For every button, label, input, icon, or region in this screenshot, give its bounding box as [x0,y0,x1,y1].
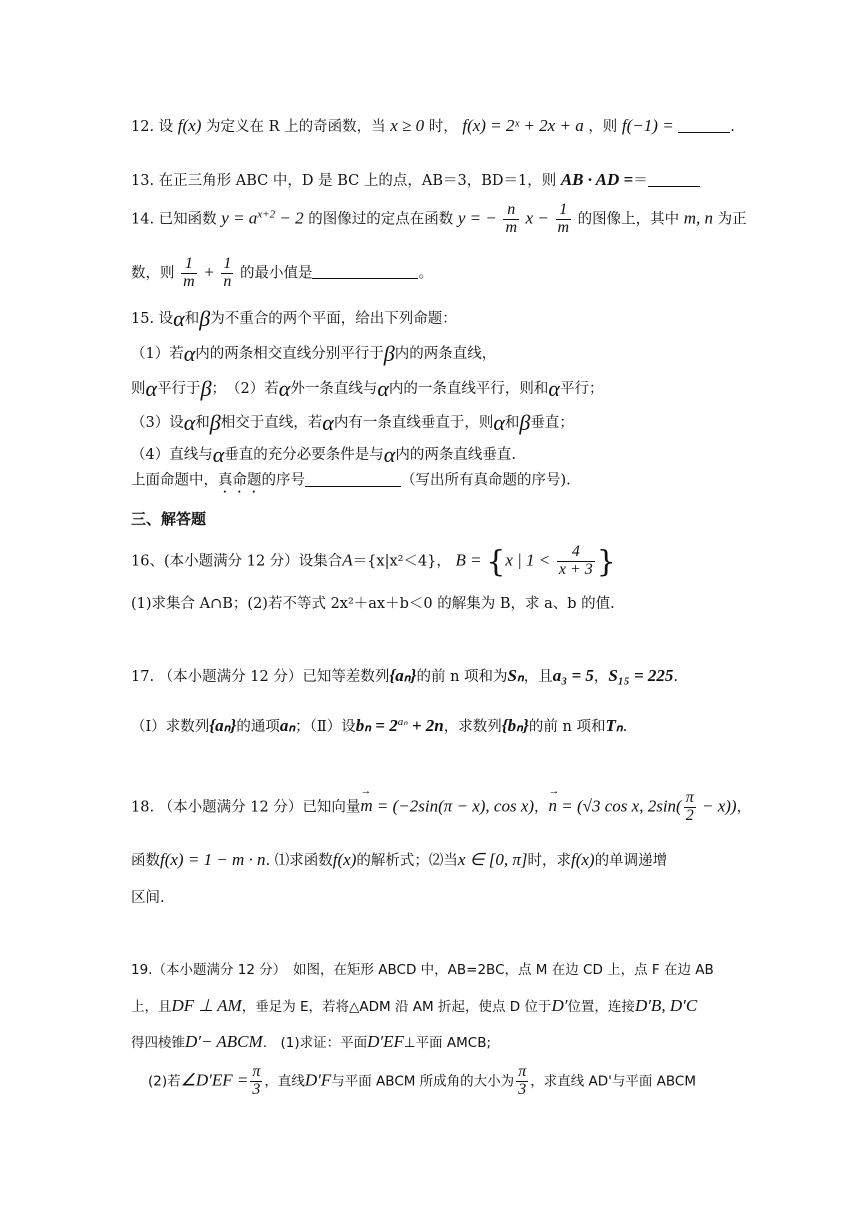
answer-blank[interactable] [312,264,418,280]
question-14-line-2: 数，则 $\frac{1}{m}$ + $\frac{1}{n}$ 的最小值是 。 [131,255,433,290]
answer-blank[interactable] [678,118,730,134]
question-19-line-4: (2)若∠D′EF = $\frac{\pi}{3}$ ，直线D′F与平面 ABCM 所成角的大小为 $\frac{\pi}{3}$ ，求直线 AD'与平面 ABCM [148,1063,696,1098]
question-15-line-6: 上面命题中，真命题的序号 （写出所有真命题的序号). [131,472,571,489]
question-15-line-1: 15. 设α和β为不重合的两个平面，给出下列命题： [131,306,457,331]
question-18-line-1: 18. （本小题满分 12 分）已知向量→ m = (−2sin(π − x), cos x)，→ n = (√3 cos x, 2sin( $\frac{\pi}{2}$ − x))， [131,790,751,825]
vector-expression: AB · AD = [560,170,634,189]
question-19-line-1: 19.（本小题满分 12 分） 如图，在矩形 ABCD 中，AB=2BC，点 M 在边 CD 上，点 F 在边 AB [131,962,714,978]
question-12: 12. 设 f(x) 为定义在 R 上的奇函数，当 x ≥ 0 时， f(x) = 2ˣ + 2x + a ，则 f(−1) = . [131,116,735,135]
question-19-line-3: 得四棱锥D′− ABCM. (1)求证：平面D′EF⊥平面 AMCB; [131,1032,492,1051]
question-17-line-2: （Ⅰ）求数列{aₙ}的通项aₙ；（Ⅱ）设$b_n = 2^{a_n} + 2n$，求数列{bₙ}的前 n 项和Tₙ. [131,716,628,735]
question-15-line-3: 则α平行于β； （2）若α外一条直线与α内的一条直线平行，则和α平行； [131,376,604,401]
answer-blank[interactable] [648,172,700,188]
question-18-line-2: 函数f(x) = 1 − m · n. ⑴求函数f(x)的解析式；⑵当x ∈ [0, π]时，求f(x)的单调递增 [131,850,668,869]
section-heading: 三、解答题 [131,510,207,528]
emphasis-text: 真命题 [218,472,262,489]
question-18-line-3: 区间. [131,890,165,906]
fraction: $\frac{\pi}{3}$ [252,1063,261,1098]
fraction: $\frac{1}{n}$ [223,255,232,290]
q12-number: 12. [131,119,155,135]
question-13: 13. 在正三角形 ABC 中，D 是 BC 上的点，AB＝3，BD＝1，则 AB · AD =＝ [131,170,700,190]
fraction: $\frac{n}{m}$ [505,201,517,236]
fraction: $\frac{1}{m}$ [183,255,195,290]
fraction: $\frac{\pi}{2}$ [685,789,694,824]
fraction: $\frac{1}{m}$ [557,201,570,236]
question-14-line-1: 14. 已知函数 $y = a^{x+2} - 2$ 的图像过的定点在函数 y = − $\frac{n}{m}$ x − $\frac{1}{m}$ 的图像上，其中 m, n 为正 [131,201,747,236]
math-fx: f(x) [177,116,202,135]
question-15-line-5: （4）直线与α垂直的充分必要条件是与α内的两条直线垂直. [131,442,516,467]
question-15-line-4: （3）设α和β相交于直线，若α内有一条直线垂直于，则α和β垂直； [131,410,574,435]
answer-blank[interactable] [305,471,401,487]
question-19-line-2: 上，且DF ⊥ AM，垂足为 E，若将△ADM 沿 AM 折起，使点 D 位于D′位置，连接D′B, D′C [131,996,698,1015]
question-17-line-1: 17. （本小题满分 12 分）已知等差数列{aₙ}的前 n 项和为Sₙ，且a₃ = 5，S₁₅ = 225. [131,666,678,685]
question-16-line-2: (1)求集合 A∩B；(2)若不等式 2x²＋ax＋b＜0 的解集为 B，求 a、b 的值. [131,596,615,612]
question-16-line-1: 16、(本小题满分 12 分）设集合A＝{x|x²＜4}， B = {x | 1 < $\frac{4}{x + 3}$ } [131,543,616,580]
question-15-line-2: （1）若α内的两条相交直线分别平行于β内的两条直线， [131,341,497,366]
fraction: $\frac{\pi}{3}$ [518,1063,527,1098]
fraction: $\frac{4}{x + 3}$ [558,543,593,578]
